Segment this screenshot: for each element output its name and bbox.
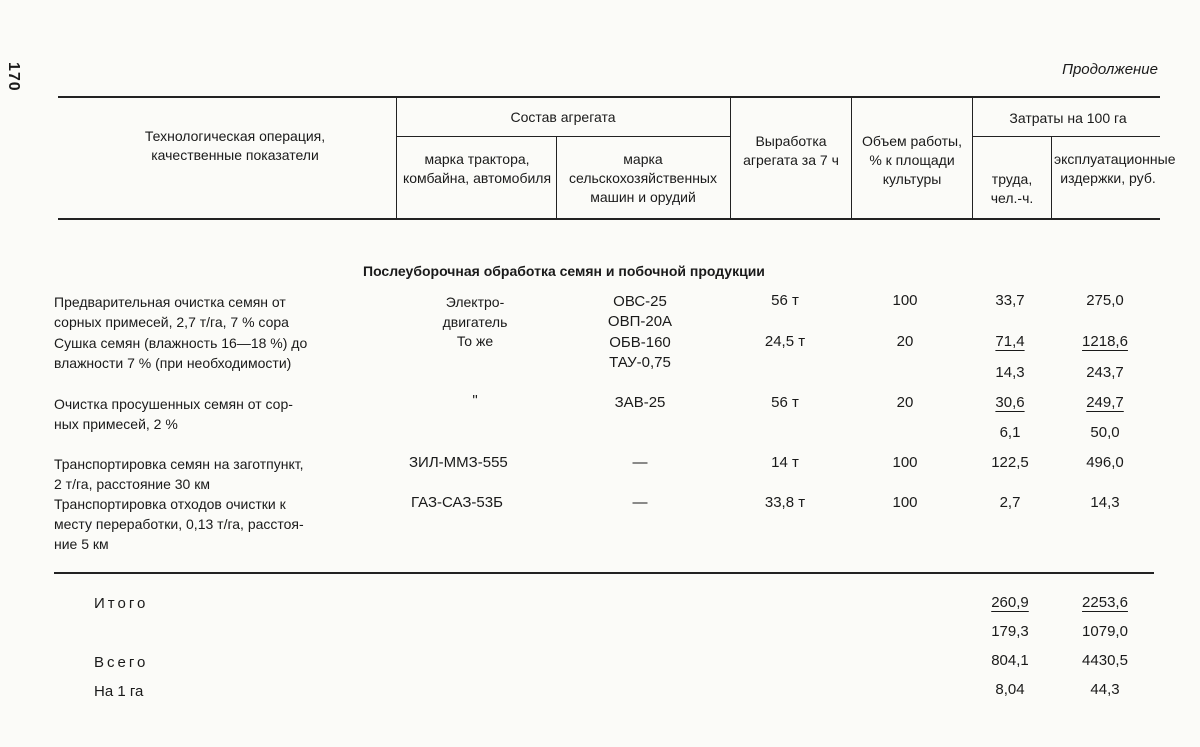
header-mid-rule-composition [396, 136, 730, 137]
row-1-tractor: Электро- двигатель [442, 294, 508, 330]
col-divider-3 [730, 97, 731, 219]
itogo-labor-secondary: 179,3 [991, 623, 1029, 640]
row-5-labor: 2,7 [999, 494, 1021, 511]
header-bottom-rule [58, 218, 1160, 220]
section-title: Послеуборочная обработка семян и побочной продукции [363, 263, 765, 279]
per-ha-cost: 44,3 [1090, 681, 1120, 698]
header-machine-brand: марка сельскохозяйственных машин и орудий [569, 151, 717, 205]
row-2-operation: Сушка семян (влажность 16—18 %) до влажности 7 % (при необходимости) [54, 335, 308, 371]
itogo-cost-secondary: 1079,0 [1082, 623, 1128, 640]
row-5-operation: Транспортировка отходов очистки к месту переработки, 0,13 т/га, расстоя- ние 5 км [54, 496, 304, 552]
header-mid-rule-costs [972, 136, 1160, 137]
row-3-machine: ЗАВ-25 [614, 394, 666, 411]
row-4-labor: 122,5 [991, 454, 1029, 471]
row-2-cost-secondary: 243,7 [1086, 364, 1124, 381]
row-3-cost-secondary: 50,0 [1090, 424, 1120, 441]
row-3-cost: 249,7 [1086, 394, 1124, 411]
itogo-labor: 260,9 [991, 594, 1029, 611]
header-operating-costs: эксплуатационные издержки, руб. [1054, 151, 1176, 186]
row-4-cost: 496,0 [1086, 454, 1124, 471]
itogo-label: Итого [94, 595, 149, 612]
col-divider-2 [556, 137, 557, 219]
row-3-operation: Очистка просушенных семян от сор- ных примесей, 2 % [54, 396, 293, 432]
row-2-tractor: То же [456, 333, 494, 349]
row-4-operation: Транспортировка семян на заготпункт, 2 т/га, расстояние 30 км [54, 456, 304, 492]
row-1-labor: 33,7 [995, 292, 1025, 309]
vsego-label: Всего [94, 654, 149, 671]
col-divider-6 [1051, 137, 1052, 219]
header-work-volume: Объем работы, % к площади культуры [862, 133, 962, 187]
col-divider-4 [851, 97, 852, 219]
row-1-output: 56 т [771, 292, 799, 309]
header-top-rule [58, 96, 1160, 98]
row-3-output: 56 т [771, 394, 799, 411]
header-tractor-brand: марка трактора, комбайна, автомобиля [402, 151, 552, 186]
row-2-cost: 1218,6 [1082, 333, 1128, 350]
header-output: Выработка агрегата за 7 ч [743, 133, 839, 168]
per-ha-label: На 1 га [94, 683, 144, 700]
row-3-labor-secondary: 6,1 [999, 424, 1021, 441]
header-composition: Состав агрегата [510, 109, 616, 125]
row-3-tractor: " [472, 392, 478, 409]
row-1-operation: Предварительная очистка семян от сорных примесей, 2,7 т/га, 7 % сора [54, 294, 289, 330]
row-5-volume: 100 [892, 494, 918, 511]
row-2-labor: 71,4 [995, 333, 1025, 350]
row-3-labor: 30,6 [995, 394, 1025, 411]
vsego-labor: 804,1 [991, 652, 1029, 669]
row-2-labor-secondary: 14,3 [995, 364, 1025, 381]
row-2-output: 24,5 т [764, 333, 806, 350]
row-2-volume: 20 [896, 333, 914, 350]
row-4-machine: — [632, 454, 648, 471]
row-2-machine: ОБВ-160 ТАУ-0,75 [609, 334, 671, 371]
row-4-output: 14 т [771, 454, 799, 471]
header-operation: Технологическая операция, качественные показатели [144, 128, 326, 163]
row-3-volume: 20 [896, 394, 914, 411]
row-5-machine: — [632, 494, 648, 511]
header-costs: Затраты на 100 га [1009, 110, 1127, 126]
row-5-cost: 14,3 [1090, 494, 1120, 511]
totals-rule [54, 572, 1154, 574]
row-5-tractor: ГАЗ-САЗ-53Б [411, 494, 503, 511]
per-ha-labor: 8,04 [995, 681, 1025, 698]
continuation-label: Продолжение [1062, 61, 1158, 78]
row-4-volume: 100 [892, 454, 918, 471]
row-1-cost: 275,0 [1086, 292, 1124, 309]
col-divider-5 [972, 97, 973, 219]
row-1-volume: 100 [892, 292, 918, 309]
itogo-cost: 2253,6 [1082, 594, 1128, 611]
row-4-tractor: ЗИЛ-ММЗ-555 [409, 454, 508, 471]
page-number: 170 [5, 62, 22, 92]
row-5-output: 33,8 т [764, 494, 806, 511]
header-labor: труда, чел.-ч. [990, 171, 1034, 206]
vsego-cost: 4430,5 [1082, 652, 1128, 669]
row-1-machine: ОВС-25 ОВП-20А [607, 293, 673, 330]
